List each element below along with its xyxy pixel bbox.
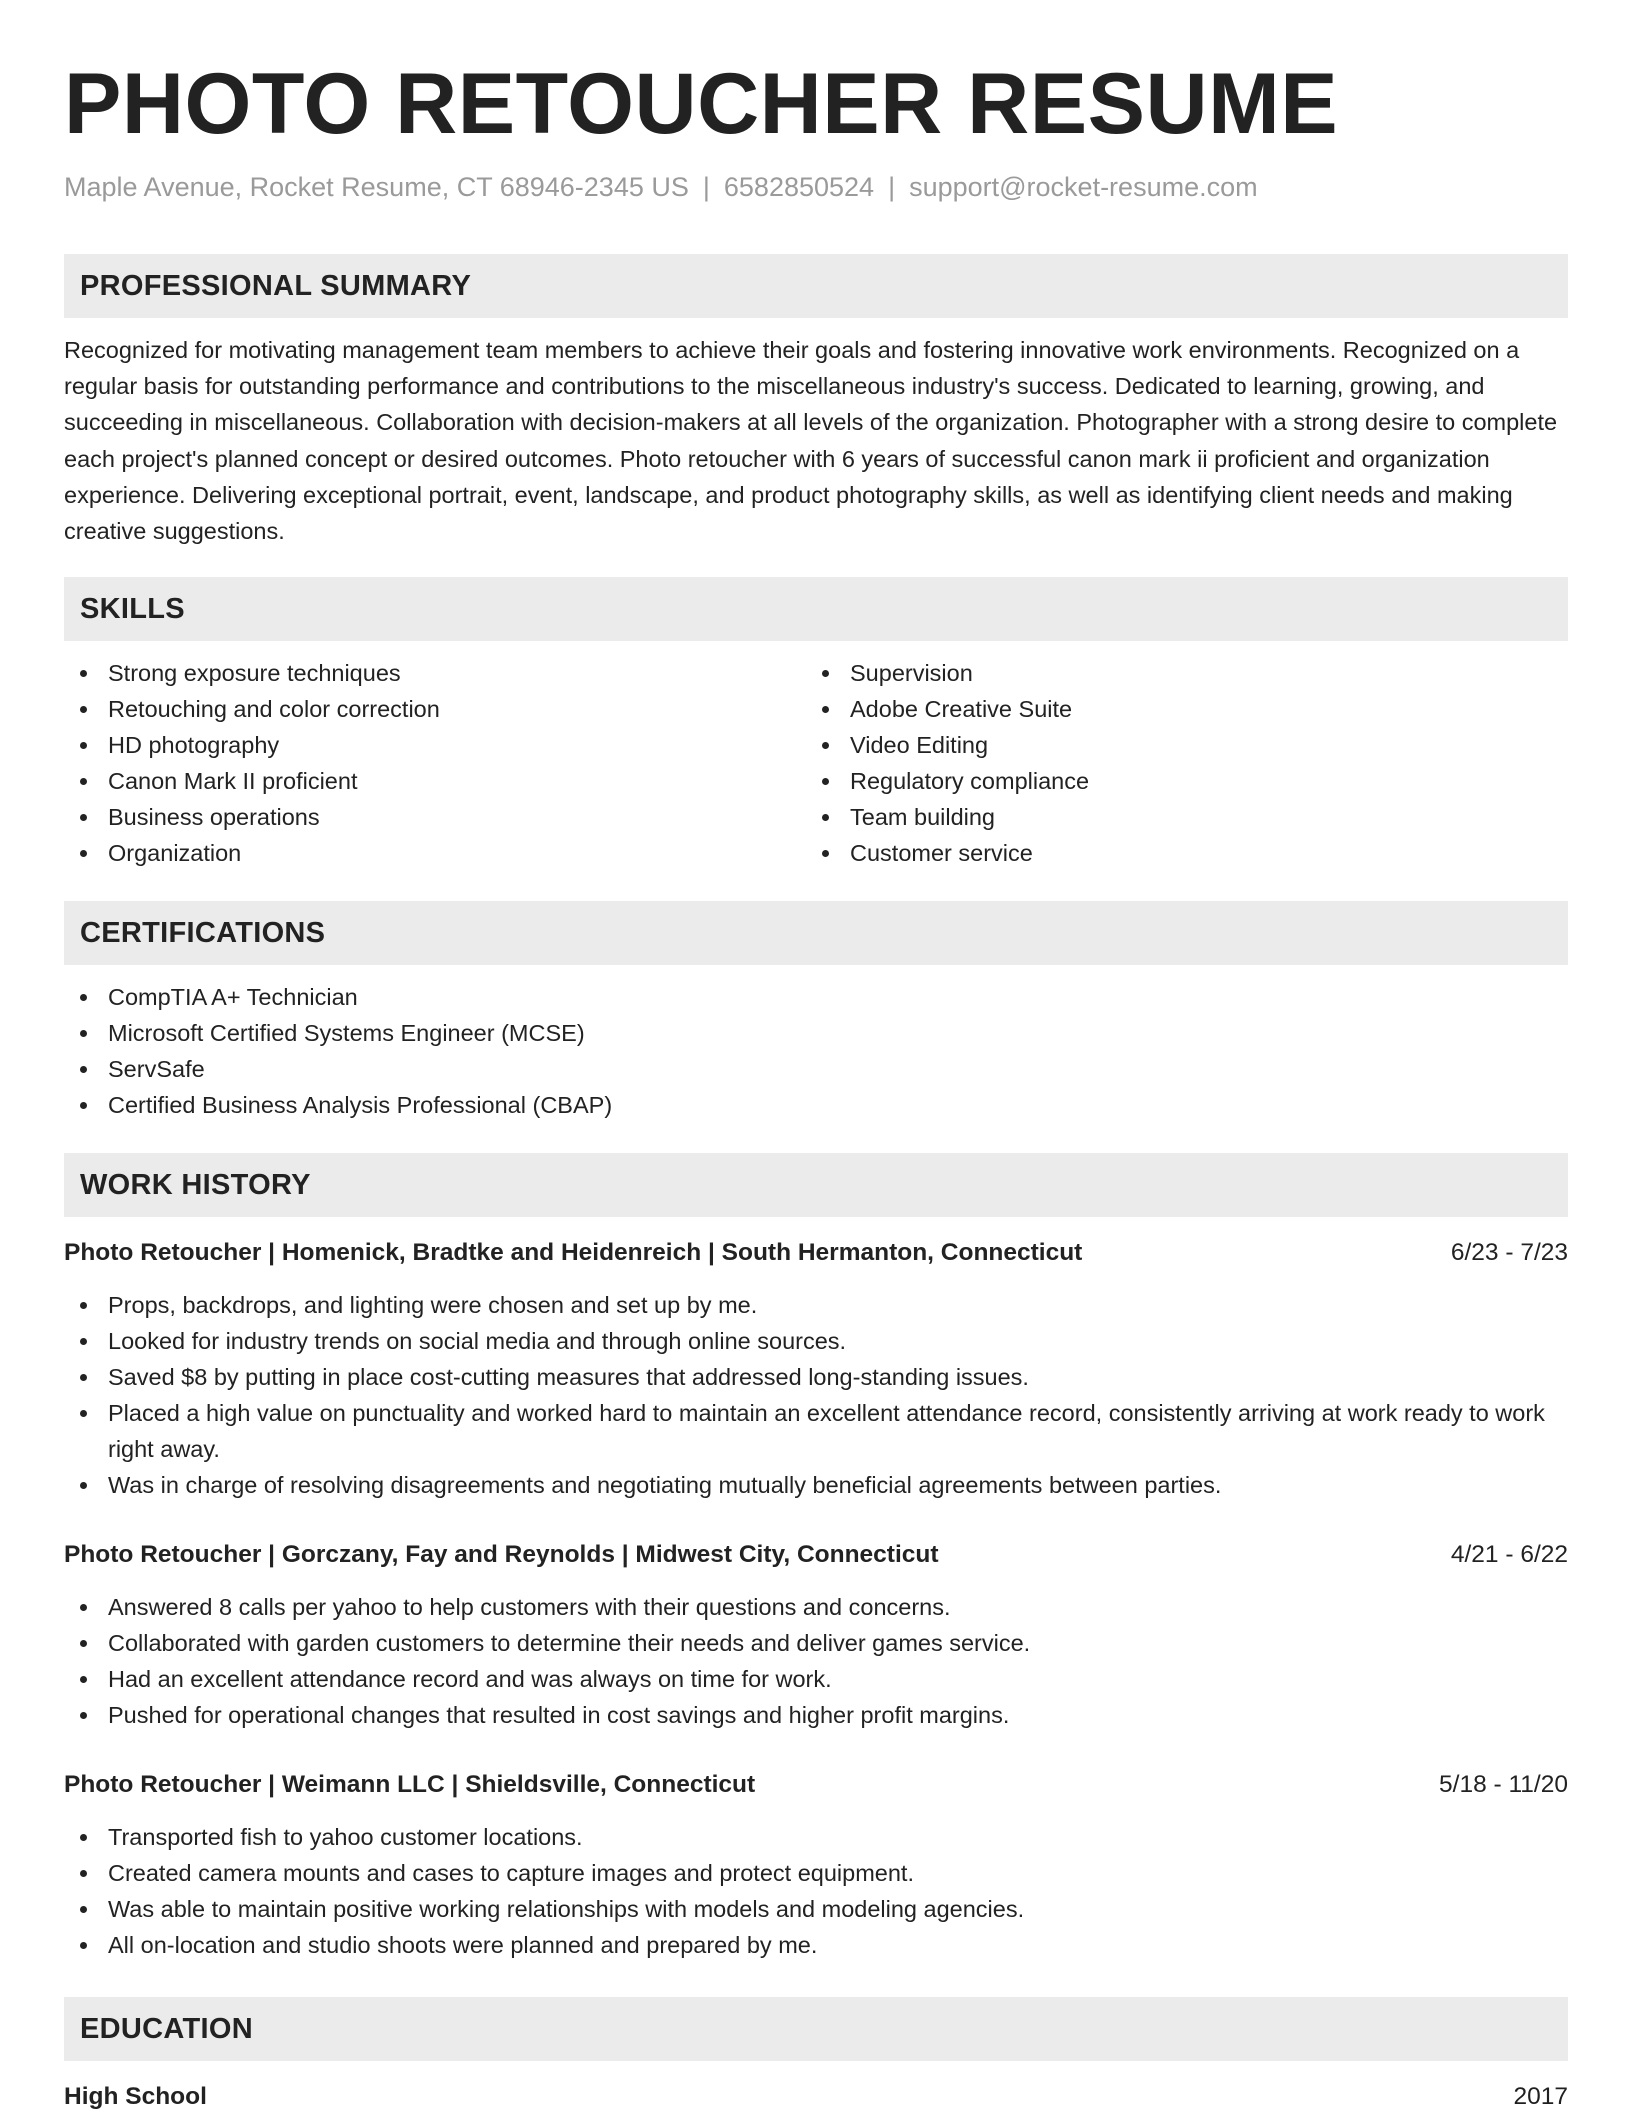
education-year: 2017: [1513, 2083, 1568, 2111]
job-title: Photo Retoucher | Gorczany, Fay and Reynolds | Midwest City, Connecticut: [64, 1541, 939, 1569]
job-header: [64, 1235, 1568, 1271]
skill-item: HD photography: [64, 727, 806, 763]
section-title: WORK HISTORY: [80, 1168, 311, 1201]
job-entry: [64, 1767, 1568, 1963]
skills-column-left: [64, 655, 806, 871]
skill-item: Team building: [806, 799, 1548, 835]
job-title: Photo Retoucher | Homenick, Bradtke and Heidenreich | South Hermanton, Connecticut: [64, 1239, 1083, 1267]
summary-paragraph: Recognized for motivating management team members to achieve their goals and fostering innovative work environments. Recognized on a regular basis for outstanding performance and contributions to the miscellaneous industry's success. Dedicated to learning, growing, and succeeding in miscellaneous. Collaboration with decision-makers at all levels of the organization. Photographer with a strong desire to complete each project's planned concept or desired outcomes. Photo retoucher with 6 years of successful canon mark ii proficient and organization experience. Delivering exceptional portrait, event, landscape, and product photography skills, as well as identifying client needs and making creative suggestions.: [64, 337, 1558, 545]
skill-item: Customer service: [806, 835, 1548, 871]
job-dates: 4/21 - 6/22: [1450, 1541, 1568, 1569]
section-title: EDUCATION: [80, 2012, 253, 2045]
skill-item: Retouching and color correction: [64, 691, 806, 727]
job-bullet: All on-location and studio shoots were planned and prepared by me.: [64, 1927, 1568, 1963]
job-entry: [64, 1235, 1568, 1503]
job-bullets: [64, 1287, 1568, 1503]
certification-item: Certified Business Analysis Professional (CBAP): [64, 1087, 1568, 1123]
job-bullet: Created camera mounts and cases to capture images and protect equipment.: [64, 1855, 1568, 1891]
job-header: [64, 1537, 1568, 1573]
skill-item: Organization: [64, 835, 806, 871]
contact-address: Maple Avenue, Rocket Resume, CT 68946-2345 US: [64, 172, 689, 202]
certification-item: ServSafe: [64, 1051, 1568, 1087]
skills-list: [806, 655, 1548, 871]
job-bullets: [64, 1819, 1568, 1963]
job-bullet: Placed a high value on punctuality and worked hard to maintain an excellent attendance record, consistently arriving at work ready to work right away.: [64, 1395, 1568, 1467]
skill-item: Regulatory compliance: [806, 763, 1548, 799]
job-entry: [64, 1537, 1568, 1733]
job-bullet: Had an excellent attendance record and was always on time for work.: [64, 1661, 1568, 1697]
section-header-summary: [64, 254, 1568, 318]
contact-line: [64, 170, 1568, 204]
skill-item: Video Editing: [806, 727, 1548, 763]
skills-column-right: [806, 655, 1548, 871]
section-title: SKILLS: [80, 592, 185, 625]
job-header: [64, 1767, 1568, 1803]
skill-item: Business operations: [64, 799, 806, 835]
section-title: CERTIFICATIONS: [80, 916, 326, 949]
skills-columns: [64, 655, 1568, 871]
section-header-education: [64, 1997, 1568, 2061]
skill-item: Strong exposure techniques: [64, 655, 806, 691]
job-bullets: [64, 1589, 1568, 1733]
section-header-skills: [64, 577, 1568, 641]
job-bullet: Transported fish to yahoo customer locations.: [64, 1819, 1568, 1855]
resume-title: PHOTO RETOUCHER RESUME: [64, 56, 1339, 152]
contact-separator: |: [888, 172, 896, 202]
contact-email: support@rocket-resume.com: [909, 172, 1258, 202]
certifications-list: [64, 979, 1568, 1123]
resume-page: [64, 0, 1568, 2115]
job-bullet: Looked for industry trends on social media and through online sources.: [64, 1323, 1568, 1359]
job-title: Photo Retoucher | Weimann LLC | Shieldsville, Connecticut: [64, 1771, 756, 1799]
job-bullet: Pushed for operational changes that resulted in cost savings and higher profit margins.: [64, 1697, 1568, 1733]
job-bullet: Saved $8 by putting in place cost-cutting measures that addressed long-standing issues.: [64, 1359, 1568, 1395]
education-school: High School: [64, 2083, 207, 2111]
skill-item: Supervision: [806, 655, 1548, 691]
skills-list: [64, 655, 806, 871]
job-bullet: Was in charge of resolving disagreements and negotiating mutually beneficial agreements between parties.: [64, 1467, 1568, 1503]
skill-item: Canon Mark II proficient: [64, 763, 806, 799]
contact-separator: |: [702, 172, 710, 202]
certification-item: CompTIA A+ Technician: [64, 979, 1568, 1015]
section-title: PROFESSIONAL SUMMARY: [80, 269, 472, 302]
job-bullet: Was able to maintain positive working relationships with models and modeling agencies.: [64, 1891, 1568, 1927]
certification-item: Microsoft Certified Systems Engineer (MCSE): [64, 1015, 1568, 1051]
job-bullet: Props, backdrops, and lighting were chosen and set up by me.: [64, 1287, 1568, 1323]
job-bullet: Answered 8 calls per yahoo to help customers with their questions and concerns.: [64, 1589, 1568, 1625]
skill-item: Adobe Creative Suite: [806, 691, 1548, 727]
job-dates: 6/23 - 7/23: [1450, 1239, 1568, 1267]
section-header-certifications: [64, 901, 1568, 965]
section-header-work-history: [64, 1153, 1568, 1217]
contact-phone: 6582850524: [723, 172, 875, 202]
job-dates: 5/18 - 11/20: [1439, 1771, 1568, 1799]
job-bullet: Collaborated with garden customers to determine their needs and deliver games service.: [64, 1625, 1568, 1661]
education-entry: [64, 2079, 1568, 2115]
